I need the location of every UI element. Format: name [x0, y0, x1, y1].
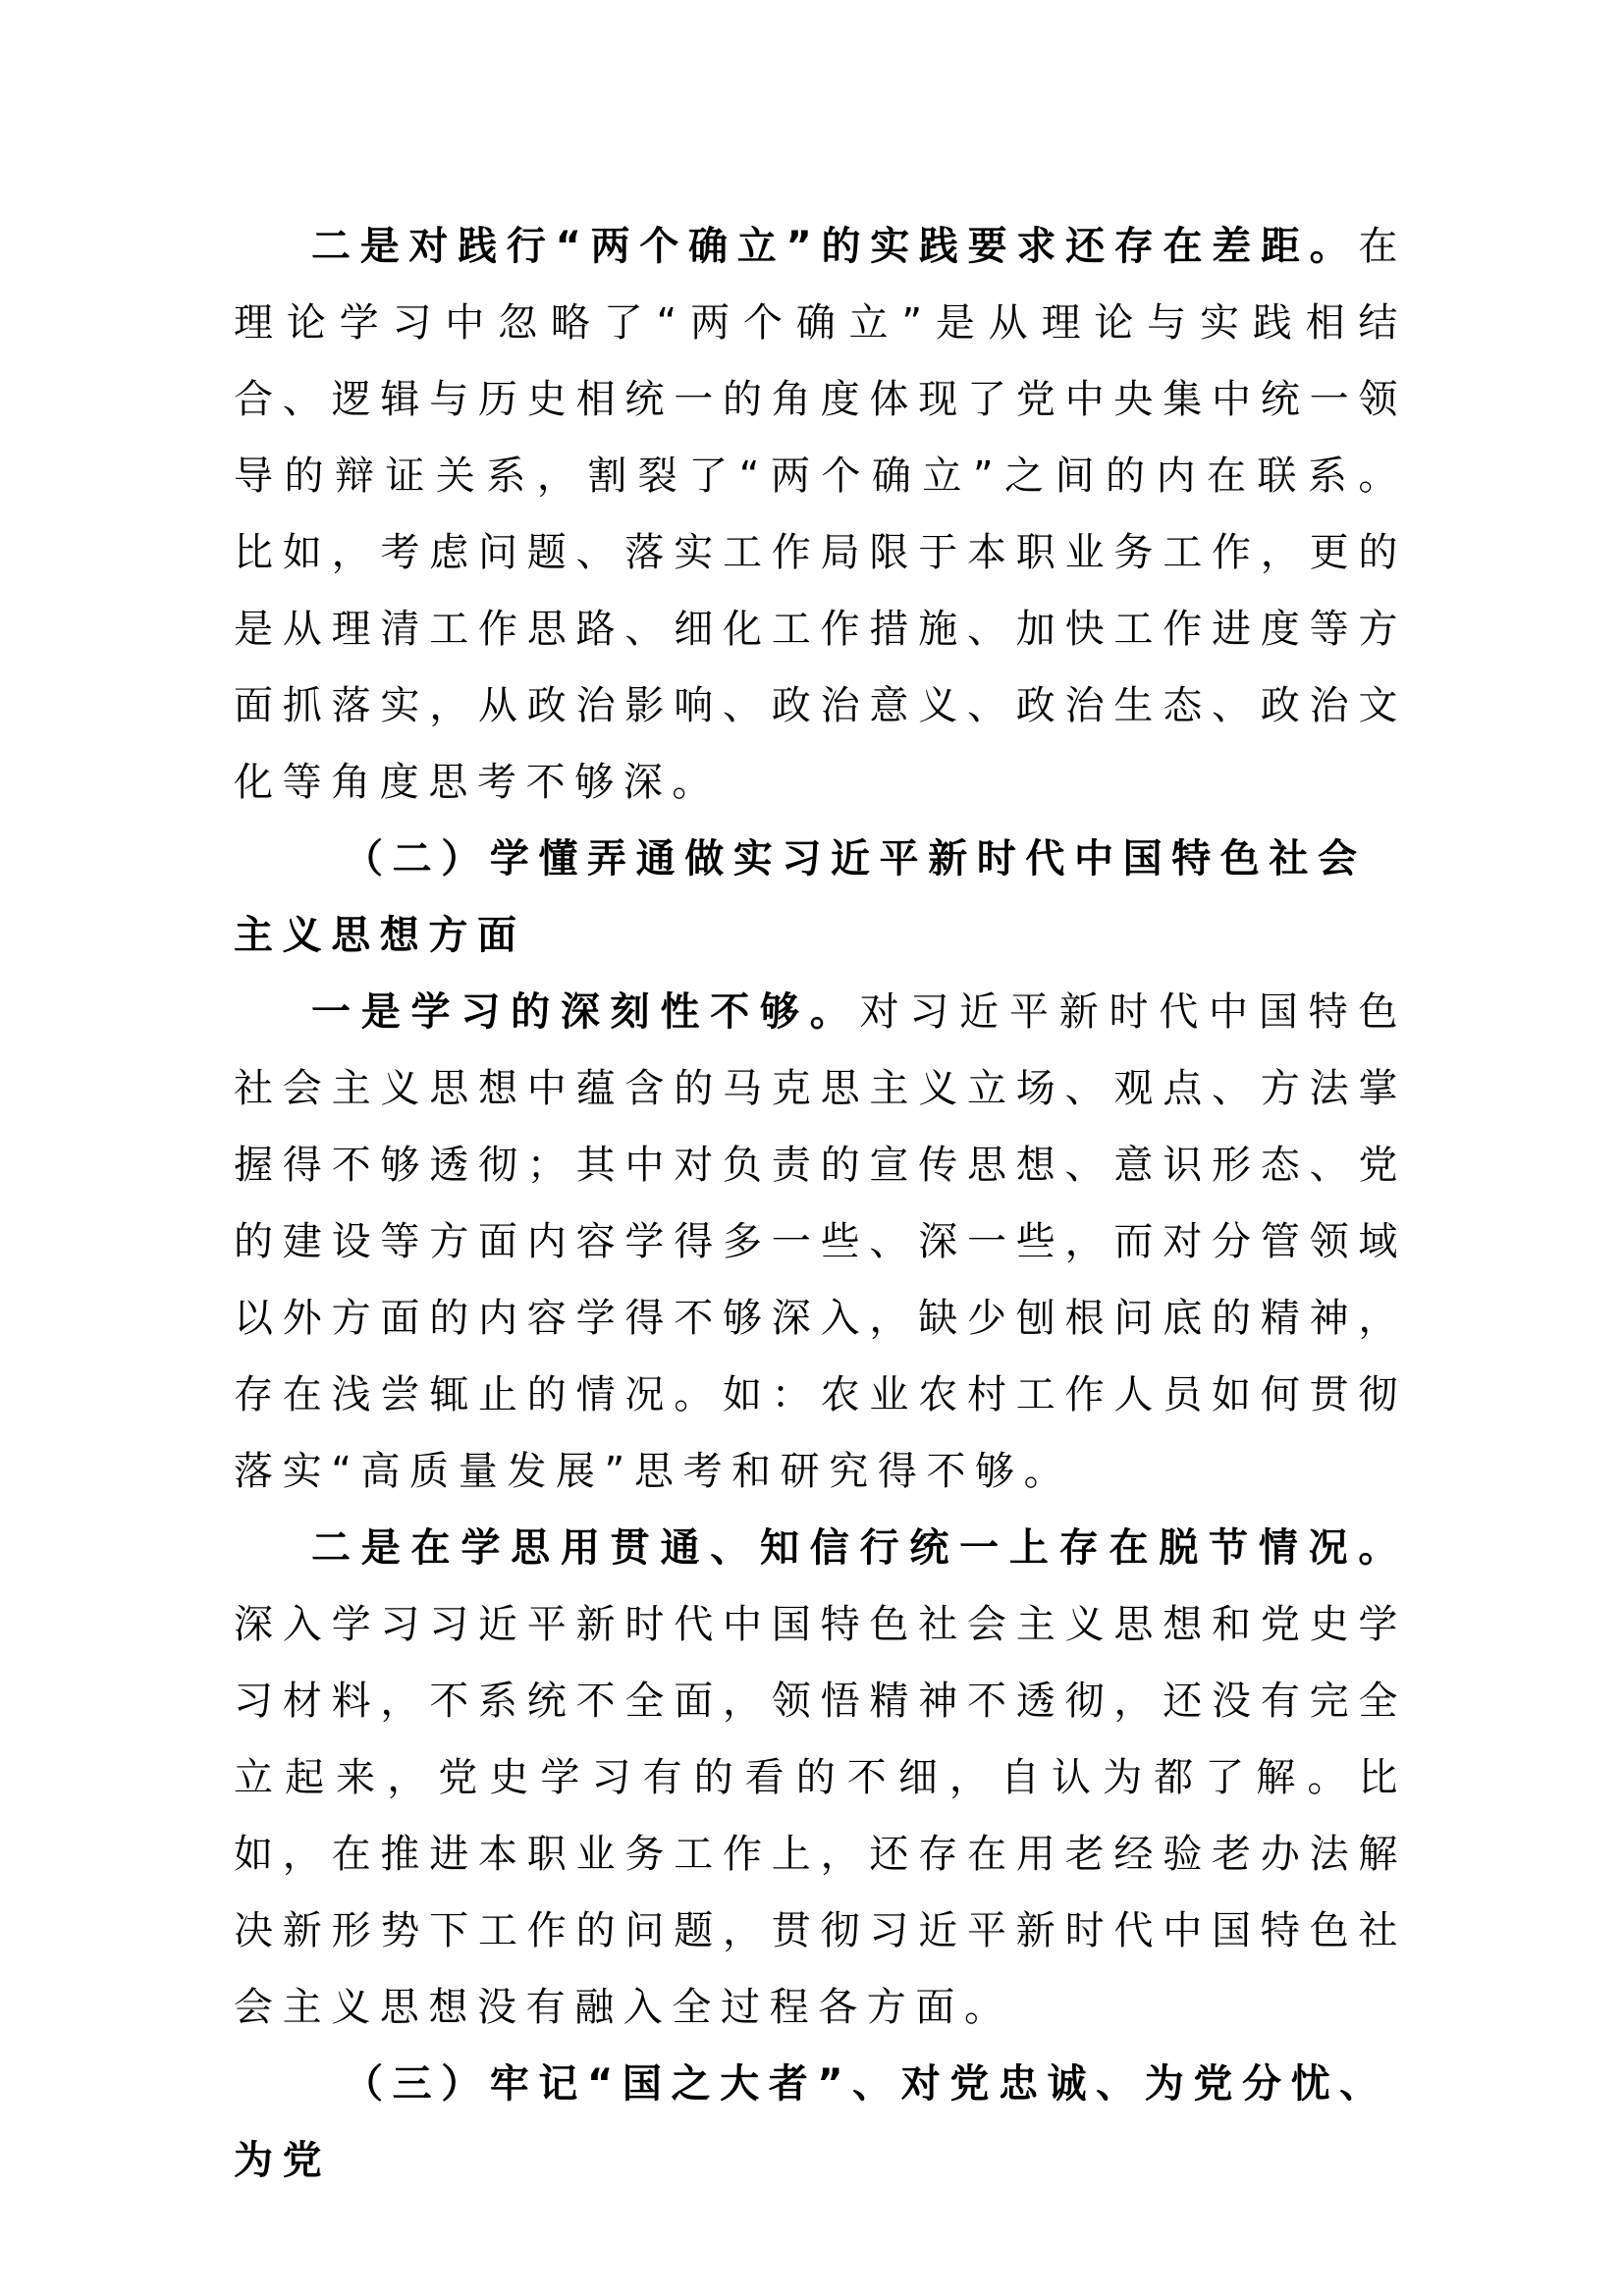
- paragraph-two-establishments-gap: [234, 208, 1407, 821]
- paragraph-body: 对习近平新时代中国特色社会主义思想中蕴含的马克思主义立场、观点、方法掌握得不够透彻；其中对负责的宣传思想、意识形态、党的建设等方面内容学得多一些、深一些，而对分管领域以外方面的内容学得不够深入，缺少刨根问底的精神，存在浅尝辄止的情况。如：农业农村工作人员如何贯彻落实“高质量发展”思考和研究得不够。: [234, 989, 1407, 1494]
- paragraph-body: 在理论学习中忽略了“两个确立”是从理论与实践相结合、逻辑与历史相统一的角度体现了党中央集中统一领导的辩证关系，割裂了“两个确立”之间的内在联系。比如，考虑问题、落实工作局限于本职业务工作，更的是从理清工作思路、细化工作措施、加快工作进度等方面抓落实，从政治影响、政治意义、政治生态、政治文化等角度思考不够深。: [234, 224, 1407, 805]
- paragraph-lead: 二是对践行“两个确立”的实践要求还存在差距。: [311, 224, 1359, 269]
- section-heading-2: （二）学懂弄通做实习近平新时代中国特色社会主义思想方面: [234, 836, 1367, 958]
- paragraph-body: 深入学习习近平新时代中国特色社会主义思想和党史学习材料，不系统不全面，领悟精神不透彻，还没有完全立起来，党史学习有的看的不细，自认为都了解。比如，在推进本职业务工作上，还存在用老经验老办法解决新形势下工作的问题，贯彻习近平新时代中国特色社会主义思想没有融入全过程各方面。: [234, 1602, 1407, 2030]
- paragraph-study-depth: [234, 974, 1407, 1510]
- paragraph-study-practice-gap: [234, 1510, 1407, 2046]
- paragraph-lead: 二是在学思用贯通、知信行统一上存在脱节情况。: [311, 1525, 1407, 1571]
- document-page: [234, 208, 1407, 2199]
- paragraph-lead: 一是学习的深刻性不够。: [311, 989, 860, 1035]
- section-heading-3: （三）牢记“国之大者”、对党忠诚、为党分忧、为党: [234, 2061, 1388, 2183]
